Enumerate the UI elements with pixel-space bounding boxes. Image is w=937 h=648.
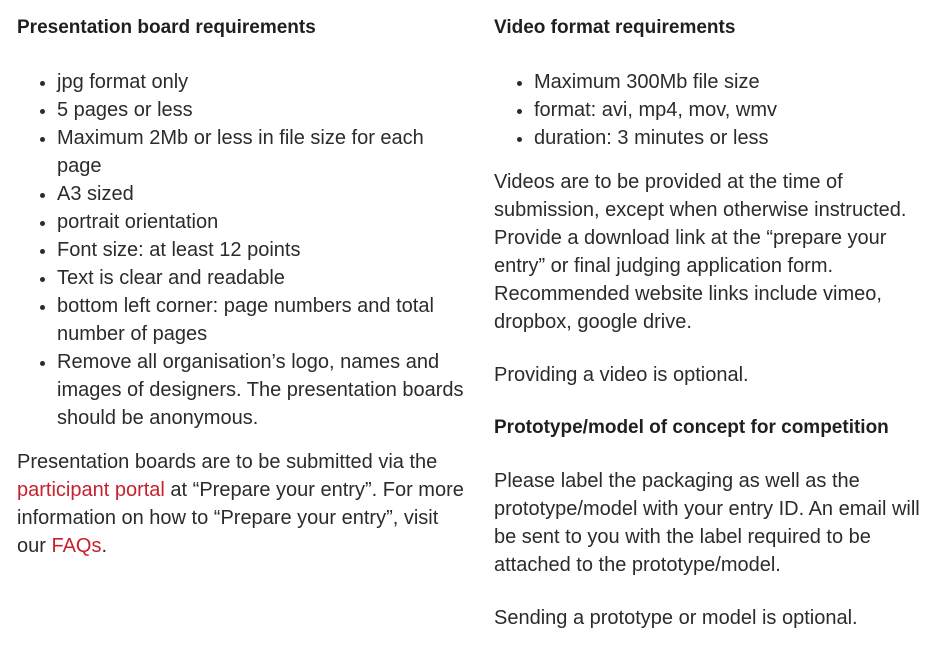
video-submission-paragraph: Videos are to be provided at the time of submission, except when otherwise instructed. Provide a download link at the “prepare your entry” or final judging application form. Recommended website links include vimeo, dropbox, google drive. bbox=[494, 171, 907, 333]
submission-text-1: Presentation boards are to be submitted via the bbox=[17, 451, 438, 473]
participant-portal-link[interactable]: participant portal bbox=[17, 479, 165, 501]
submission-text-2: at “Prepare your entry”. For more information on how to “Prepare your entry”, visit our bbox=[17, 479, 464, 557]
video-format-column bbox=[494, 14, 934, 632]
list-item: • 5 pages or less bbox=[57, 96, 472, 124]
list-item: • Maximum 300Mb file size bbox=[534, 68, 934, 96]
presentation-board-list bbox=[17, 68, 472, 432]
list-item: • Text is clear and readable bbox=[57, 264, 472, 292]
faqs-link[interactable]: FAQs bbox=[51, 535, 102, 557]
video-format-list bbox=[494, 68, 934, 152]
video-format-heading: Video format requirements bbox=[494, 17, 736, 38]
prototype-label-paragraph: Please label the packaging as well as the prototype/model with your entry ID. An email will be sent to you with the label required to be attached to the prototype/model. bbox=[494, 470, 920, 576]
list-item: • Remove all organisation’s logo, names and images of designers. The presentation boards should be anonymous. bbox=[57, 348, 472, 432]
list-item: • bottom left corner: page numbers and total number of pages bbox=[57, 292, 472, 348]
list-item: • duration: 3 minutes or less bbox=[534, 124, 934, 152]
submission-paragraph bbox=[17, 448, 472, 560]
prototype-heading: Prototype/model of concept for competition bbox=[494, 417, 889, 438]
submission-text-3: . bbox=[101, 535, 108, 557]
prototype-optional-paragraph: Sending a prototype or model is optional. bbox=[494, 607, 858, 629]
list-item: • jpg format only bbox=[57, 68, 472, 96]
list-item: • format: avi, mp4, mov, wmv bbox=[534, 96, 934, 124]
list-item: • portrait orientation bbox=[57, 208, 472, 236]
video-optional-paragraph: Providing a video is optional. bbox=[494, 364, 749, 386]
list-item: • A3 sized bbox=[57, 180, 472, 208]
presentation-board-column bbox=[17, 14, 472, 560]
list-item: • Font size: at least 12 points bbox=[57, 236, 472, 264]
list-item: • Maximum 2Mb or less in file size for each page bbox=[57, 124, 472, 180]
presentation-board-heading: Presentation board requirements bbox=[17, 17, 316, 38]
